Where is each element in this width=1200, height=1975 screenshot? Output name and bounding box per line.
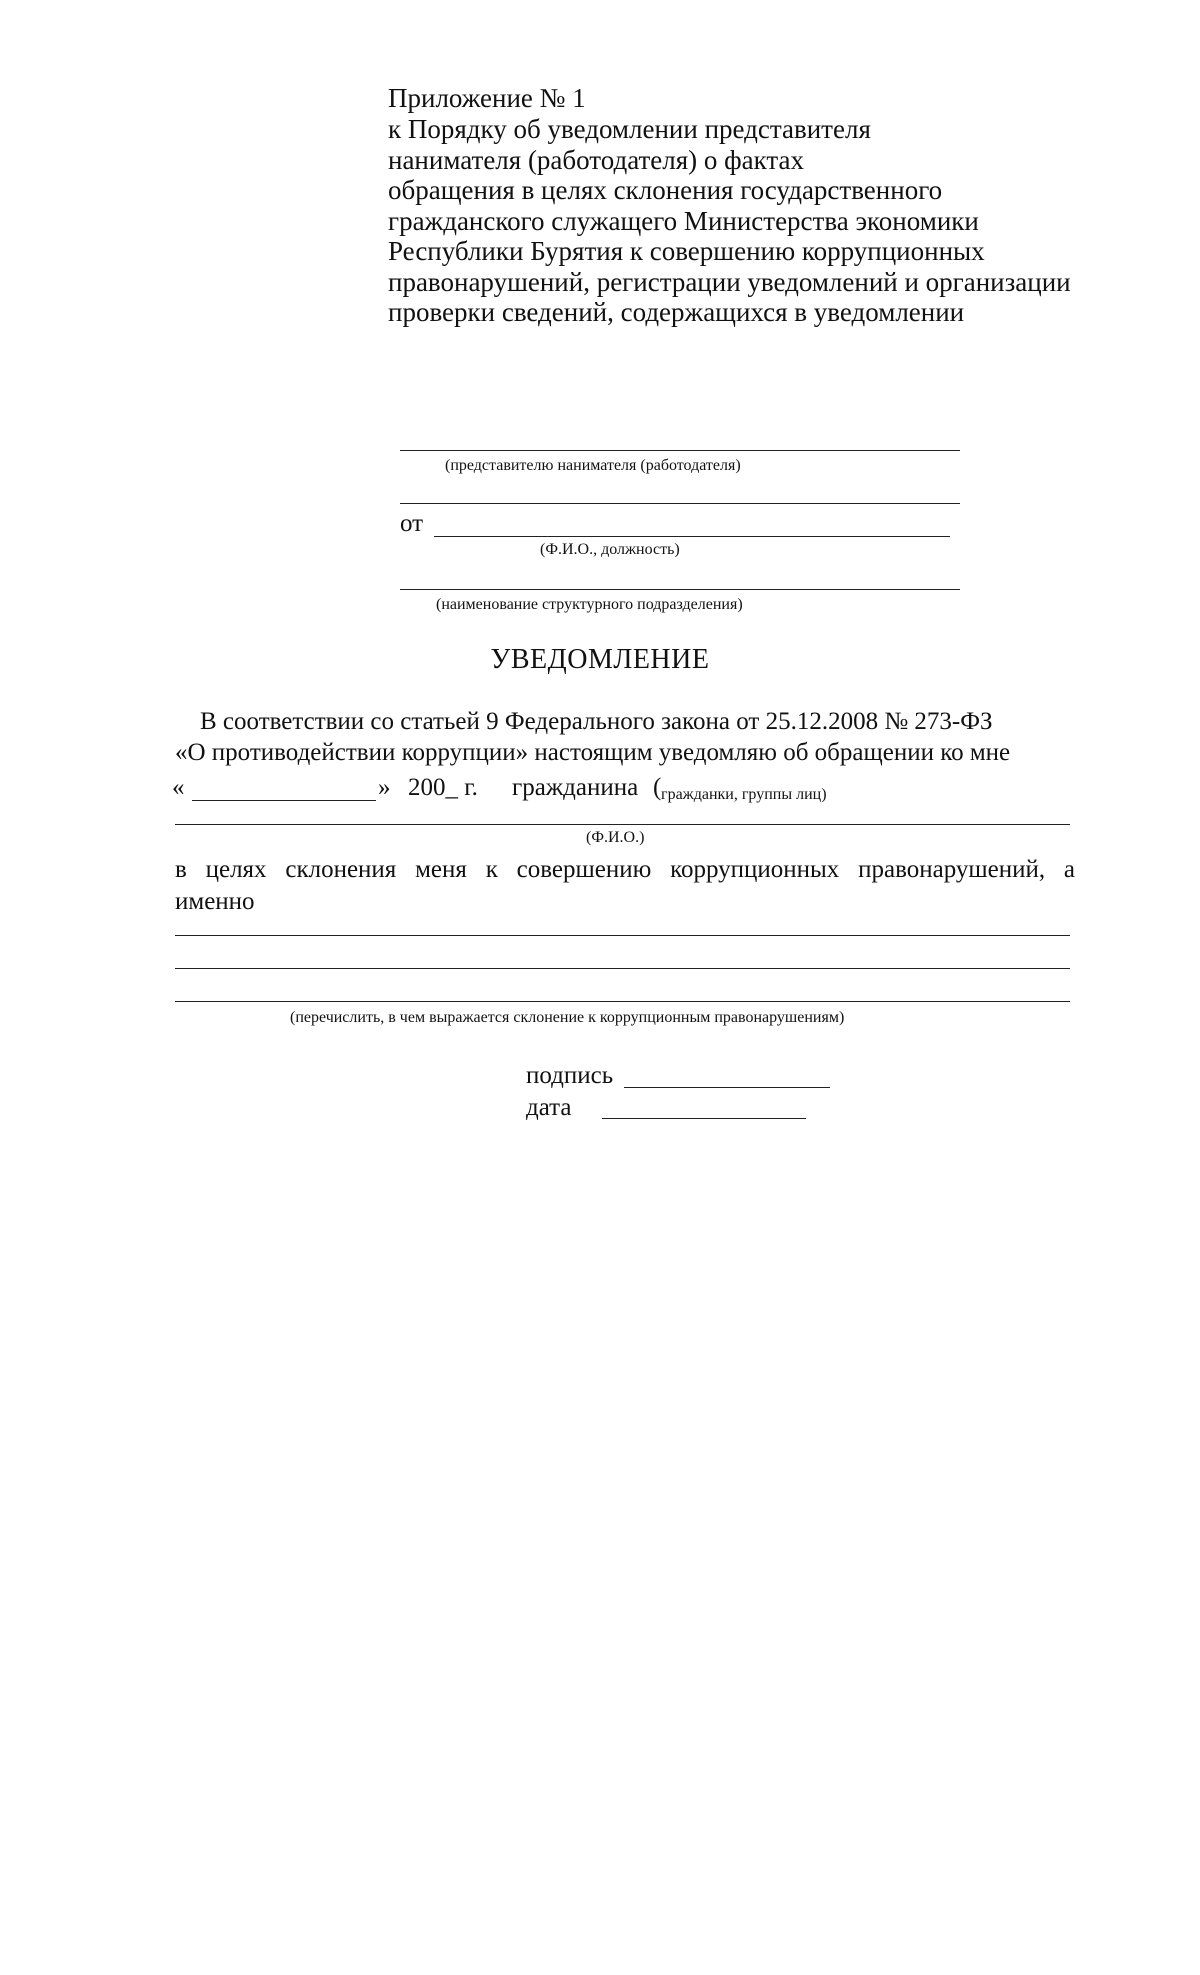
details-caption: (перечислить, в чем выражается склонение к коррупционным правонарушениям) (290, 1009, 845, 1026)
appendix-line: гражданского служащего Министерства экономики (388, 205, 979, 236)
citizen-fio-line[interactable] (175, 824, 1070, 825)
signature-label: подпись (526, 1062, 614, 1089)
body-line-2: «О противодействии коррупции» настоящим уведомляю об обращении ко мне (175, 739, 1011, 766)
year-field: 200_ г. (408, 774, 478, 801)
date-label: дата (526, 1094, 572, 1121)
appendix-description (388, 114, 1071, 328)
body-line-4: в целях склонения меня к совершению коррупционных правонарушений, а (175, 856, 1075, 883)
blank-line[interactable] (400, 503, 960, 504)
citizen-fio-caption: (Ф.И.О.) (586, 829, 645, 846)
recipient-caption: (представителю нанимателя (работодателя) (445, 457, 741, 474)
fio-position-caption: (Ф.И.О., должность) (540, 541, 680, 558)
department-caption: (наименование структурного подразделения) (436, 596, 743, 613)
recipient-line[interactable] (400, 450, 960, 451)
details-line-1[interactable] (175, 935, 1070, 936)
citizen-paren: ( (653, 774, 662, 801)
citizen-options: гражданки, группы лиц) (661, 786, 827, 803)
from-label: от (400, 510, 424, 537)
document-title: УВЕДОМЛЕНИЕ (490, 644, 710, 675)
date-open-quote: « (172, 774, 185, 801)
appendix-line: нанимателя (работодателя) о фактах (388, 144, 805, 175)
sender-fio-line[interactable] (434, 536, 950, 537)
body-line-5: именно (175, 888, 255, 915)
appendix-line: Республики Бурятия к совершению коррупционных (388, 236, 985, 266)
appendix-line: к Порядку об уведомлении представителя (388, 114, 871, 144)
department-line[interactable] (400, 589, 960, 590)
date-line[interactable] (602, 1118, 806, 1119)
date-close-quote: » (378, 774, 391, 801)
date-day-month-field[interactable] (192, 800, 376, 801)
details-line-2[interactable] (175, 968, 1070, 969)
appendix-line: обращения в целях склонения государственного (388, 175, 943, 205)
appendix-line: правонарушений, регистрации уведомлений и организации (388, 266, 1071, 297)
details-line-3[interactable] (175, 1001, 1070, 1002)
appendix-line: проверки сведений, содержащихся в уведомлении (388, 297, 965, 327)
body-line-1: В соответствии со статьей 9 Федерального закона от 25.12.2008 № 273-ФЗ (200, 708, 993, 735)
signature-line[interactable] (624, 1087, 830, 1088)
appendix-title: Приложение № 1 (388, 83, 586, 113)
citizen-label: гражданина (512, 774, 639, 801)
